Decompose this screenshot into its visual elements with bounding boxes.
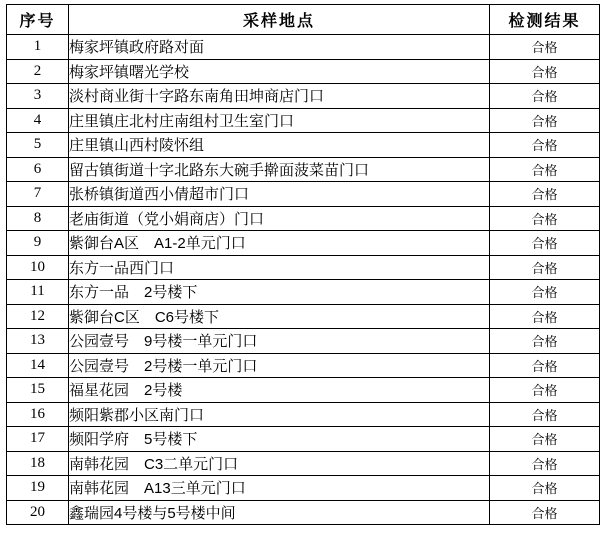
table-row	[7, 206, 600, 231]
column-header-index: 序号	[7, 5, 69, 35]
table-row	[7, 353, 600, 378]
cell-index: 16	[7, 402, 69, 427]
cell-index: 3	[7, 84, 69, 109]
cell-result: 合格	[490, 280, 600, 305]
cell-site: 南韩花园 C3二单元门口	[69, 451, 490, 476]
cell-index: 12	[7, 304, 69, 329]
cell-index: 6	[7, 157, 69, 182]
sampling-results-table	[6, 4, 600, 525]
cell-site: 鑫瑞园4号楼与5号楼中间	[69, 500, 490, 525]
table-row	[7, 476, 600, 501]
cell-site: 福星花园 2号楼	[69, 378, 490, 403]
cell-index: 20	[7, 500, 69, 525]
cell-result: 合格	[490, 231, 600, 256]
cell-site: 庄里镇庄北村庄南组村卫生室门口	[69, 108, 490, 133]
cell-index: 19	[7, 476, 69, 501]
table-row	[7, 451, 600, 476]
table-row	[7, 59, 600, 84]
cell-index: 1	[7, 35, 69, 60]
cell-site: 庄里镇山西村陵怀组	[69, 133, 490, 158]
cell-result: 合格	[490, 255, 600, 280]
cell-index: 8	[7, 206, 69, 231]
table-row	[7, 231, 600, 256]
cell-site: 留古镇街道十字北路东大碗手擀面菠菜苗门口	[69, 157, 490, 182]
cell-index: 4	[7, 108, 69, 133]
cell-result: 合格	[490, 402, 600, 427]
cell-result: 合格	[490, 500, 600, 525]
table-row	[7, 35, 600, 60]
table-row	[7, 108, 600, 133]
cell-index: 2	[7, 59, 69, 84]
cell-result: 合格	[490, 35, 600, 60]
table-row	[7, 182, 600, 207]
table-row	[7, 329, 600, 354]
cell-site: 淡村商业街十字路东南角田坤商店门口	[69, 84, 490, 109]
cell-index: 10	[7, 255, 69, 280]
cell-result: 合格	[490, 451, 600, 476]
table-row	[7, 157, 600, 182]
cell-site: 梅家坪镇政府路对面	[69, 35, 490, 60]
table-row	[7, 427, 600, 452]
cell-site: 紫御台C区 C6号楼下	[69, 304, 490, 329]
cell-result: 合格	[490, 378, 600, 403]
cell-site: 频阳学府 5号楼下	[69, 427, 490, 452]
column-header-result: 检测结果	[490, 5, 600, 35]
cell-site: 频阳紫郡小区南门口	[69, 402, 490, 427]
table-row	[7, 402, 600, 427]
cell-index: 5	[7, 133, 69, 158]
table-row	[7, 255, 600, 280]
cell-index: 11	[7, 280, 69, 305]
cell-result: 合格	[490, 84, 600, 109]
cell-site: 东方一品 2号楼下	[69, 280, 490, 305]
cell-site: 张桥镇街道西小倩超市门口	[69, 182, 490, 207]
cell-result: 合格	[490, 476, 600, 501]
cell-site: 老庙街道（党小娟商店）门口	[69, 206, 490, 231]
table-row	[7, 280, 600, 305]
cell-result: 合格	[490, 108, 600, 133]
cell-site: 公园壹号 2号楼一单元门口	[69, 353, 490, 378]
cell-index: 18	[7, 451, 69, 476]
cell-result: 合格	[490, 427, 600, 452]
cell-index: 15	[7, 378, 69, 403]
cell-result: 合格	[490, 157, 600, 182]
column-header-site: 采样地点	[69, 5, 490, 35]
cell-index: 7	[7, 182, 69, 207]
table-row	[7, 133, 600, 158]
cell-result: 合格	[490, 329, 600, 354]
table-row	[7, 304, 600, 329]
cell-site: 公园壹号 9号楼一单元门口	[69, 329, 490, 354]
cell-site: 南韩花园 A13三单元门口	[69, 476, 490, 501]
cell-site: 东方一品西门口	[69, 255, 490, 280]
cell-result: 合格	[490, 59, 600, 84]
table-header	[7, 5, 600, 35]
cell-result: 合格	[490, 304, 600, 329]
cell-site: 紫御台A区 A1-2单元门口	[69, 231, 490, 256]
cell-result: 合格	[490, 206, 600, 231]
cell-site: 梅家坪镇曙光学校	[69, 59, 490, 84]
table-header-row	[7, 5, 600, 35]
cell-index: 9	[7, 231, 69, 256]
cell-index: 14	[7, 353, 69, 378]
table-body	[7, 35, 600, 525]
cell-result: 合格	[490, 182, 600, 207]
table-row	[7, 84, 600, 109]
cell-result: 合格	[490, 353, 600, 378]
cell-index: 13	[7, 329, 69, 354]
table-row	[7, 378, 600, 403]
cell-index: 17	[7, 427, 69, 452]
cell-result: 合格	[490, 133, 600, 158]
table-row	[7, 500, 600, 525]
